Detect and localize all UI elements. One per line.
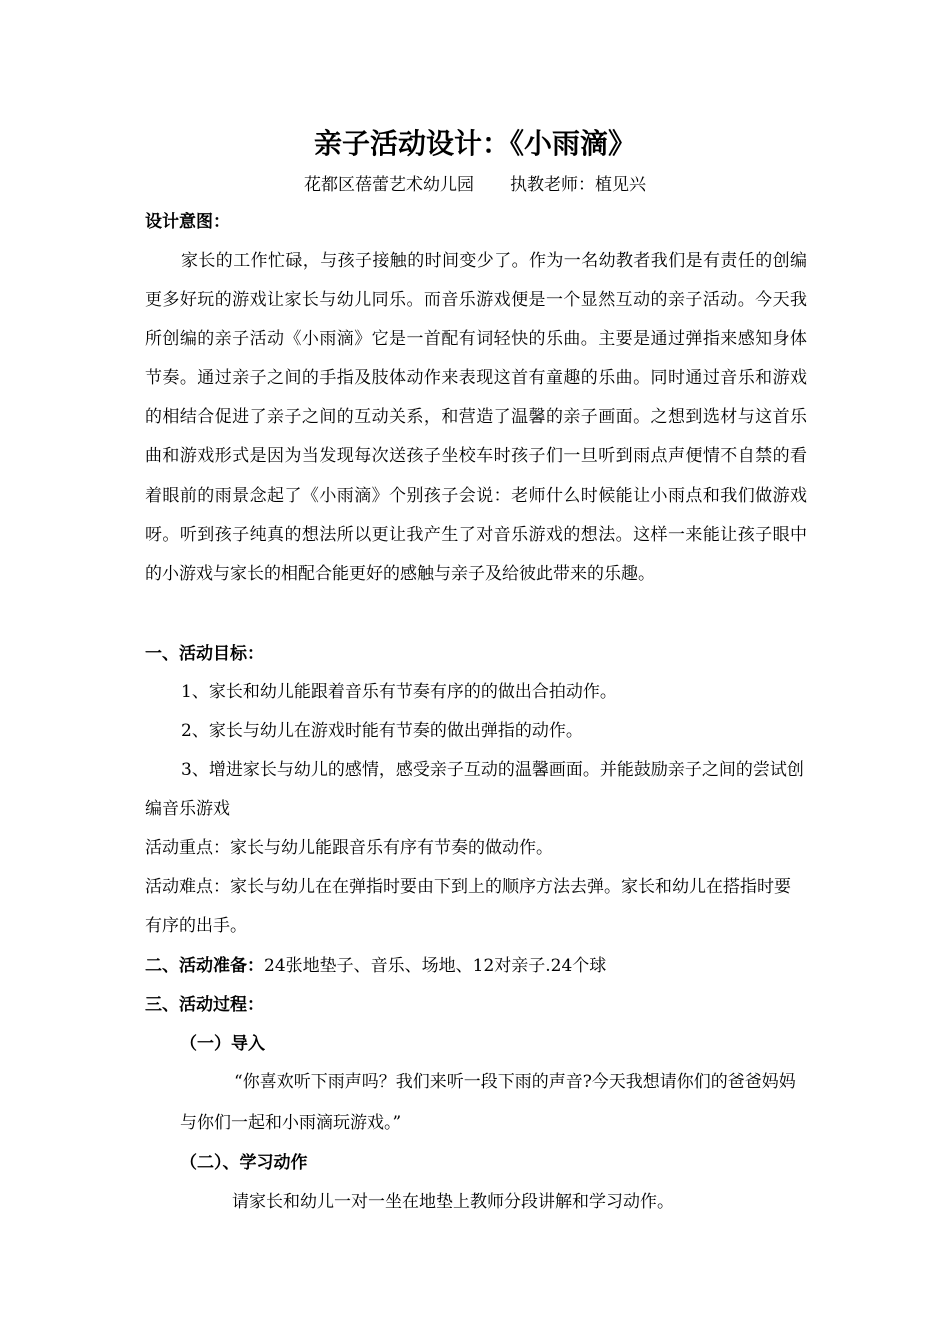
preparation-heading	[145, 953, 606, 979]
step2-heading: （二）、学习动作	[180, 1153, 308, 1173]
key-point: 活动重点：家长与幼儿能跟音乐有序有节奏的做动作。	[145, 838, 553, 858]
difficulty: 活动难点：家长与幼儿在在弹指时要由下到上的顺序方法去弹。家长和幼儿在搭指时要有序的出手。	[145, 877, 791, 936]
process-heading: 三、活动过程：	[145, 995, 264, 1015]
goals-heading: 一、活动目标：	[145, 644, 264, 664]
step2-text: 请家长和幼儿一对一坐在地垫上教师分段讲解和学习动作。	[232, 1192, 674, 1212]
document-subtitle	[0, 172, 950, 198]
design-intent-heading: 设计意图：	[145, 212, 230, 232]
preparation-label: 二、活动准备：	[145, 956, 264, 976]
goal-item: 2、家长与幼儿在游戏时能有节奏的做出弹指的动作。	[181, 721, 583, 741]
goal-item: 1、家长和幼儿能跟着音乐有节奏有序的的做出合拍动作。	[181, 682, 617, 702]
preparation-text: 24张地垫子、音乐、场地、12对亲子.24个球	[264, 956, 607, 976]
kindergarten-name: 花都区蓓蕾艺术幼儿园	[304, 175, 474, 195]
step1-heading: （一）导入	[180, 1034, 265, 1054]
document-title: 亲子活动设计：《小雨滴》	[313, 127, 636, 160]
design-intent-paragraph: 家长的工作忙碌，与孩子接触的时间变少了。作为一名幼教者我们是有责任的创编更多好玩的游戏让家长与幼儿同乐。而音乐游戏便是一个显然互动的亲子活动。今天我所创编的亲子活动《小雨滴》它是一首配有词轻快的乐曲。主要是通过弹指来感知身体节奏。通过亲子之间的手指及肢体动作来表现这首有童趣的乐曲。同时通过音乐和游戏的相结合促进了亲子之间的互动关系，和营造了温馨的亲子画面。之想到选材与这首乐曲和游戏形式是因为当发现每次送孩子坐校车时孩子们一旦听到雨点声便情不自禁的看着眼前的雨景念起了《小雨滴》个别孩子会说：老师什么时候能让小雨点和我们做游戏呀。听到孩子纯真的想法所以更让我产生了对音乐游戏的想法。这样一来能让孩子眼中的小游戏与家长的相配合能更好的感触与亲子及给彼此带来的乐趣。	[145, 251, 807, 584]
step1-text: “你喜欢听下雨声吗？我们来听一段下雨的声音?今天我想请你们的爸爸妈妈与你们一起和小雨滴玩游戏。”	[180, 1072, 796, 1133]
goal-item: 3、增进家长与幼儿的感情，感受亲子互动的温馨画面。并能鼓励亲子之间的尝试创编音乐游戏	[145, 760, 804, 819]
teacher-name: 执教老师：植见兴	[510, 175, 646, 195]
